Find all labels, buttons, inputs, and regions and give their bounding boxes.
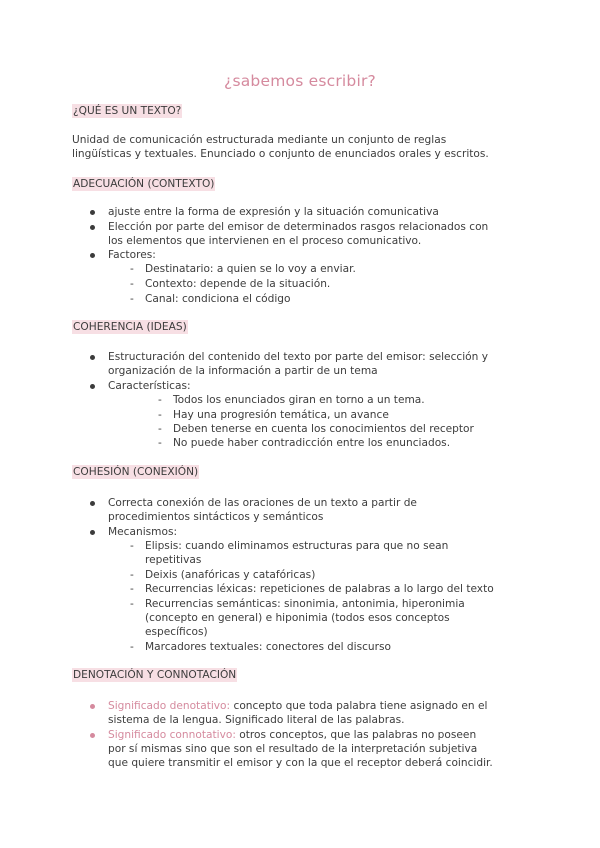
dash-marker: -: [130, 569, 134, 581]
sub-list-item: Deben tenerse en cuenta los conocimientos del receptor: [173, 423, 474, 435]
sub-list-item: Elipsis: cuando eliminamos estructuras para que no sean: [145, 540, 449, 552]
sub-list-item: Canal: condiciona el código: [145, 293, 291, 305]
sub-list-item: Contexto: depende de la situación.: [145, 278, 331, 290]
sub-list-item: Deixis (anafóricas y catafóricas): [145, 569, 316, 581]
sub-list-item: Recurrencias semánticas: sinonimia, antonimia, hiperonimia: [145, 598, 465, 610]
sub-list-item-continuation: específicos): [145, 626, 208, 638]
list-item: ajuste entre la forma de expresión y la situación comunicativa: [108, 206, 439, 218]
dash-marker: -: [130, 641, 134, 653]
list-item-continuation: sistema de la lengua. Significado literal de las palabras.: [108, 714, 405, 726]
sub-list-item-continuation: repetitivas: [145, 554, 202, 566]
bullet-icon: [90, 253, 95, 258]
sub-list-item: Todos los enunciados giran en torno a un tema.: [173, 394, 425, 406]
dash-marker: -: [130, 293, 134, 305]
bullet-icon: [90, 501, 95, 506]
sub-list-item-continuation: (concepto en general) e hiponimia (todos esos conceptos: [145, 612, 450, 624]
list-item-continuation: procedimientos sintácticos y semánticos: [108, 511, 324, 523]
definition-text: otros conceptos, que las palabras no poseen: [235, 729, 477, 741]
dash-marker: -: [130, 598, 134, 610]
section-heading-coherencia: COHERENCIA (IDEAS): [73, 321, 187, 333]
term-connotativo: Significado connotativo:: [108, 729, 236, 741]
section-heading-texto: ¿QUÉ ES UN TEXTO?: [73, 105, 182, 117]
sub-list-item: Destinatario: a quien se lo voy a enviar.: [145, 263, 356, 275]
section-heading-adecuacion: ADECUACIÓN (CONTEXTO): [73, 178, 215, 190]
section-heading-cohesion: COHESIÓN (CONEXIÓN): [73, 466, 199, 478]
dash-marker: -: [158, 423, 162, 435]
dash-marker: -: [130, 278, 134, 290]
paragraph-line: Unidad de comunicación estructurada mediante un conjunto de reglas: [72, 134, 447, 146]
section-heading-denotacion: DENOTACIÓN Y CONNOTACIÓN: [73, 669, 237, 681]
list-item-continuation: por sí mismas sino que son el resultado de la interpretación subjetiva: [108, 743, 478, 755]
dash-marker: -: [158, 409, 162, 421]
dash-marker: -: [158, 394, 162, 406]
list-item: Mecanismos:: [108, 526, 178, 538]
paragraph-line: lingüísticas y textuales. Enunciado o conjunto de enunciados orales y escritos.: [72, 148, 489, 160]
sub-list-item: Recurrencias léxicas: repeticiones de palabras a lo largo del texto: [145, 583, 494, 595]
list-item: [108, 728, 476, 742]
sub-list-item: Hay una progresión temática, un avance: [173, 409, 389, 421]
sub-list-item: Marcadores textuales: conectores del discurso: [145, 641, 391, 653]
definition-text: concepto que toda palabra tiene asignado en el: [230, 700, 488, 712]
list-item: Estructuración del contenido del texto por parte del emisor: selección y: [108, 351, 488, 363]
bullet-icon: [90, 384, 95, 389]
bullet-icon: [90, 225, 95, 230]
list-item-continuation: organización de la información a partir de un tema: [108, 365, 378, 377]
sub-list-item: No puede haber contradicción entre los enunciados.: [173, 437, 451, 449]
list-item-continuation: que quiere transmitir el emisor y con la que el receptor deberá coincidir.: [108, 757, 493, 769]
dash-marker: -: [130, 583, 134, 595]
list-item: [108, 699, 487, 713]
dash-marker: -: [130, 263, 134, 275]
dash-marker: -: [130, 540, 134, 552]
bullet-icon: [90, 210, 95, 215]
list-item: Elección por parte del emisor de determinados rasgos relacionados con: [108, 221, 489, 233]
list-item-continuation: los elementos que intervienen en el proceso comunicativo.: [108, 235, 422, 247]
bullet-icon: [90, 704, 95, 709]
bullet-icon: [90, 530, 95, 535]
list-item: Correcta conexión de las oraciones de un texto a partir de: [108, 497, 417, 509]
term-denotativo: Significado denotativo:: [108, 700, 231, 712]
page-title: ¿sabemos escribir?: [224, 72, 376, 90]
dash-marker: -: [158, 437, 162, 449]
list-item: Características:: [108, 380, 191, 392]
list-item: Factores:: [108, 249, 156, 261]
bullet-icon: [90, 733, 95, 738]
bullet-icon: [90, 355, 95, 360]
